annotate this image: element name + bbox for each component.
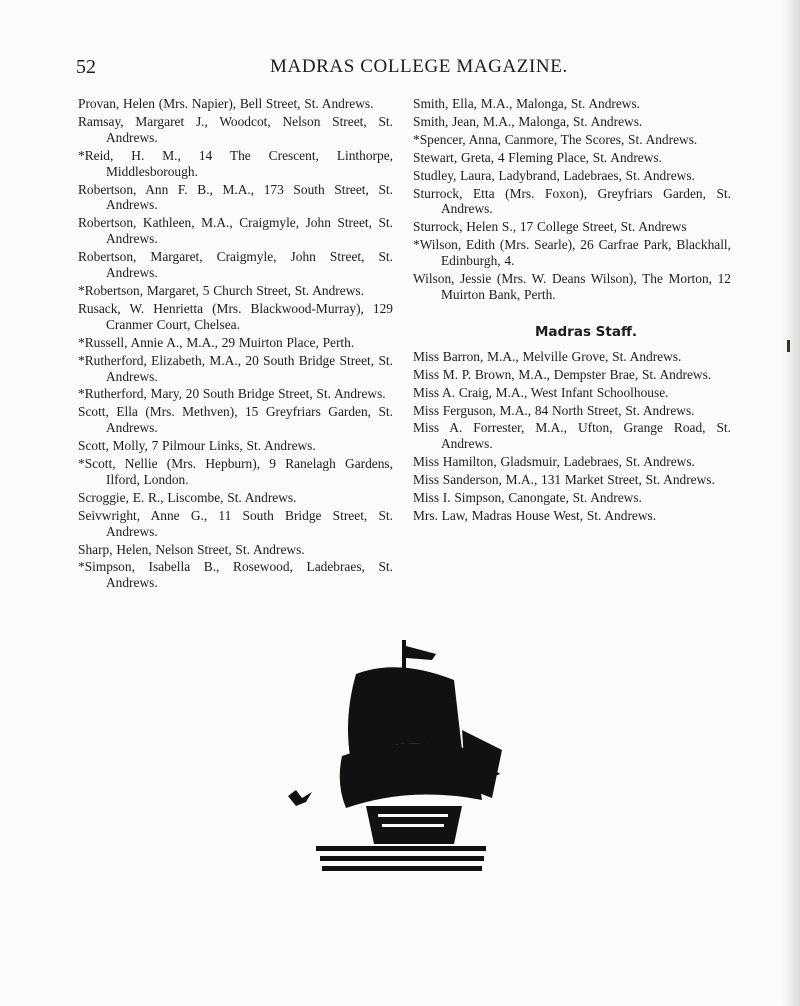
- staff-item: Miss Ferguson, M.A., 84 North Street, St. Andrews.: [413, 402, 695, 418]
- staff-item: Miss Sanderson, M.A., 131 Market Street, St. Andrews.: [413, 472, 715, 488]
- list-item: Scott, Ella (Mrs. Methven), 15 Greyfriars Garden, St. Andrews.: [78, 404, 393, 436]
- list-item: Robertson, Margaret, Craigmyle, John Street, St. Andrews.: [78, 249, 393, 281]
- list-item: Scott, Molly, 7 Pilmour Links, St. Andrews.: [78, 438, 316, 454]
- list-item: Sturrock, Helen S., 17 College Street, St. Andrews: [413, 219, 687, 235]
- staff-heading: Madras Staff.: [534, 323, 638, 340]
- staff-item: Miss A. Craig, M.A., West Infant Schoolhouse.: [413, 384, 669, 400]
- scan-mark: [787, 340, 790, 352]
- list-item: Robertson, Kathleen, M.A., Craigmyle, John Street, St. Andrews.: [78, 215, 393, 247]
- list-item: Smith, Jean, M.A., Malonga, St. Andrews.: [413, 113, 643, 129]
- running-head: MADRAS COLLEGE MAGAZINE.: [270, 56, 568, 77]
- list-item: Studley, Laura, Ladybrand, Ladebraes, St. Andrews.: [413, 167, 695, 183]
- staff-item: Mrs. Law, Madras House West, St. Andrews.: [413, 507, 657, 523]
- list-item: *Scott, Nellie (Mrs. Hepburn), 9 Ranelagh Gardens, Ilford, London.: [78, 456, 393, 487]
- list-item: Provan, Helen (Mrs. Napier), Bell Street, St. Andrews.: [78, 96, 374, 111]
- list-item: Sharp, Helen, Nelson Street, St. Andrews.: [78, 541, 305, 557]
- list-item: Rusack, W. Henrietta (Mrs. Blackwood-Murray), 129 Cranmer Court, Chelsea.: [78, 300, 393, 332]
- staff-item: Miss I. Simpson, Canongate, St. Andrews.: [413, 490, 642, 506]
- page-number: 52: [76, 56, 96, 78]
- left-column: [78, 96, 393, 593]
- list-item: Ramsay, Margaret J., Woodcot, Nelson Street, St. Andrews.: [78, 113, 393, 145]
- staff-item: Miss A. Forrester, M.A., Ufton, Grange Road, St. Andrews.: [413, 420, 731, 452]
- staff-item: Miss Barron, M.A., Melville Grove, St. Andrews.: [413, 348, 682, 364]
- list-item: *Rutherford, Elizabeth, M.A., 20 South Bridge Street, St. Andrews.: [78, 352, 393, 384]
- staff-item: Miss Hamilton, Gladsmuir, Ladebraes, St. Andrews.: [413, 454, 695, 470]
- staff-item: Miss M. P. Brown, M.A., Dempster Brae, St. Andrews.: [413, 366, 712, 382]
- list-item: *Rutherford, Mary, 20 South Bridge Street, St. Andrews.: [78, 386, 386, 402]
- list-item: *Wilson, Edith (Mrs. Searle), 26 Carfrae Park, Blackhall, Edinburgh, 4.: [413, 237, 731, 269]
- list-item: Scroggie, E. R., Liscombe, St. Andrews.: [78, 489, 297, 505]
- list-item: *Spencer, Anna, Canmore, The Scores, St. Andrews.: [413, 131, 698, 147]
- list-item: *Robertson, Margaret, 5 Church Street, St. Andrews.: [78, 282, 364, 298]
- list-item: Smith, Ella, M.A., Malonga, St. Andrews.: [413, 96, 641, 111]
- list-item: Seivwright, Anne G., 11 South Bridge Street, St. Andrews.: [78, 507, 393, 539]
- right-column: [413, 96, 731, 526]
- list-item: *Reid, H. M., 14 The Crescent, Linthorpe, Middlesborough.: [78, 147, 393, 179]
- scan-edge: [782, 0, 800, 1006]
- list-item: Robertson, Ann F. B., M.A., 173 South Street, St. Andrews.: [78, 181, 393, 213]
- list-item: Stewart, Greta, 4 Fleming Place, St. Andrews.: [413, 149, 662, 165]
- list-item: Sturrock, Etta (Mrs. Foxon), Greyfriars Garden, St. Andrews.: [413, 185, 731, 217]
- ship-woodcut-icon: [286, 638, 518, 878]
- list-item: *Simpson, Isabella B., Rosewood, Ladebraes, St. Andrews.: [78, 559, 393, 591]
- list-item: *Russell, Annie A., M.A., 29 Muirton Place, Perth.: [78, 334, 355, 350]
- list-item: Wilson, Jessie (Mrs. W. Deans Wilson), The Morton, 12 Muirton Bank, Perth.: [413, 271, 731, 302]
